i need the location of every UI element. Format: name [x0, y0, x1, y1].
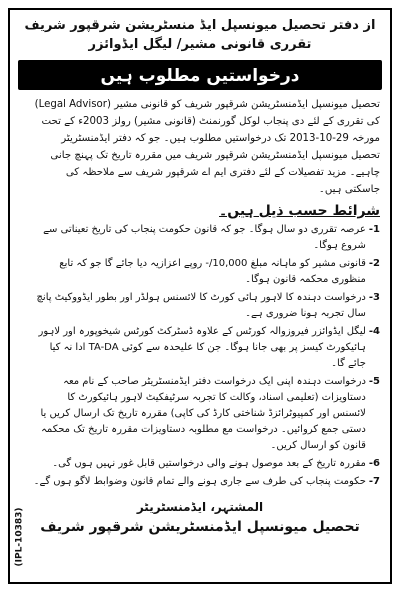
- header-office-line: از دفتر تحصیل میونسپل ایڈ منسٹریشن شرقپور شریف: [24, 18, 376, 33]
- condition-text: حکومت پنجاب کی طرف سے جاری ہونے والے تمام قانون وضوابط لاگو ہوں گے۔: [33, 476, 366, 487]
- condition-item: [32, 290, 380, 322]
- reference-code: [12, 502, 26, 572]
- signature-title: المشتہر، ایڈمنسٹریٹر: [136, 500, 264, 514]
- advertisement-page: [8, 8, 392, 584]
- banner-title: درخواستیں مطلوب ہیں: [100, 65, 300, 86]
- condition-item: [32, 256, 380, 288]
- condition-number: -6: [368, 458, 380, 469]
- condition-text: مقررہ تاریخ کے بعد موصول ہونے والی درخواستیں قابل غور نہیں ہوں گی۔: [52, 458, 366, 469]
- condition-number: -4: [368, 326, 380, 337]
- conditions-title: شرائط حسب ذیل ہیں۔: [219, 203, 380, 219]
- signature-office: تحصیل میونسپل ایڈمنسٹریشن شرقپور شریف: [40, 519, 360, 535]
- condition-item: [32, 474, 380, 490]
- condition-number: -2: [368, 258, 380, 269]
- condition-text: درخواست دہندہ کا لاہور ہائی کورٹ کا لائسنس ہولڈر اور بطور ایڈووکیٹ پانچ سال تجربہ ہونا ضروری ہے۔: [36, 292, 366, 319]
- condition-item: [32, 222, 380, 254]
- condition-number: -3: [368, 292, 380, 303]
- condition-text: قانونی مشیر کو ماہانہ مبلغ 10,000/- روپے اعزازیہ دیا جائے گا جو کہ تابع منظوری محکمہ قانون ہوگا۔: [59, 258, 366, 285]
- reference-code-text: (IPL-10383): [14, 507, 25, 567]
- condition-text: لیگل ایڈوائزر فیروزوالہ کورٹس کے علاوہ ڈسٹرکٹ کورٹس شیخوپورہ اور لاہور ہائیکورٹ کیسز پر بھی جانا ہوگا۔ جن کا علیحدہ سے کوئی TA-DA ادا نہ کیا جائے گا۔: [38, 326, 366, 369]
- condition-item: [32, 456, 380, 472]
- header: [10, 10, 390, 54]
- intro-paragraph: تحصیل میونسپل ایڈمنسٹریشن شرقپور شریف کو قانونی مشیر (Legal Advisor) کی تقرری کے لئے دی پنجاب لوکل گورنمنٹ (قانونی مشیر) رولز 2003ء کے تحت مورخہ 29-10-2013 تک درخواستیں مطلوب ہیں۔ جو کہ دفتر ایڈمنسٹریٹر تحصیل میونسپل ایڈمنسٹریشن شرقپور شریف میں مقررہ تاریخ تک پہنچ جانی چاہیے۔ مزید تفصیلات کے لئے دفتری ایم اے شرقپور شریف سے ملاحظہ کی جاسکتی ہیں۔: [34, 99, 380, 195]
- condition-text: درخواست دہندہ اپنی ایک درخواست دفتر ایڈمنسٹریٹر صاحب کے نام معہ دستاویزات (تعلیمی اسناد، وکالت کا تجربہ سرٹیفکیٹ لاہور ہائیکورٹ کا لائسنس اور کمپیوٹرائزڈ شناختی کارڈ کی کاپی) مقررہ تاریخ تک ارسال کریں یا دستی جمع کروائیں۔ درخواست مع مطلوبہ دستاویزات مقررہ تاریخ تک محکمہ قانون کو ارسال کریں۔: [40, 376, 366, 451]
- conditions-list: [10, 222, 390, 490]
- condition-number: -1: [368, 224, 380, 235]
- condition-item: [32, 374, 380, 454]
- signature-block: [10, 498, 390, 538]
- condition-number: -7: [368, 476, 380, 487]
- header-subject-line: تقرری قانونی مشیر/ لیگل ایڈوائزر: [88, 37, 312, 52]
- condition-text: عرصہ تقرری دو سال ہوگا۔ جو کہ قانون حکومت پنجاب کی تاریخ تعیناتی سے شروع ہوگا۔: [43, 224, 366, 251]
- title-banner: [18, 60, 382, 90]
- condition-number: -5: [368, 376, 380, 387]
- condition-item: [32, 324, 380, 372]
